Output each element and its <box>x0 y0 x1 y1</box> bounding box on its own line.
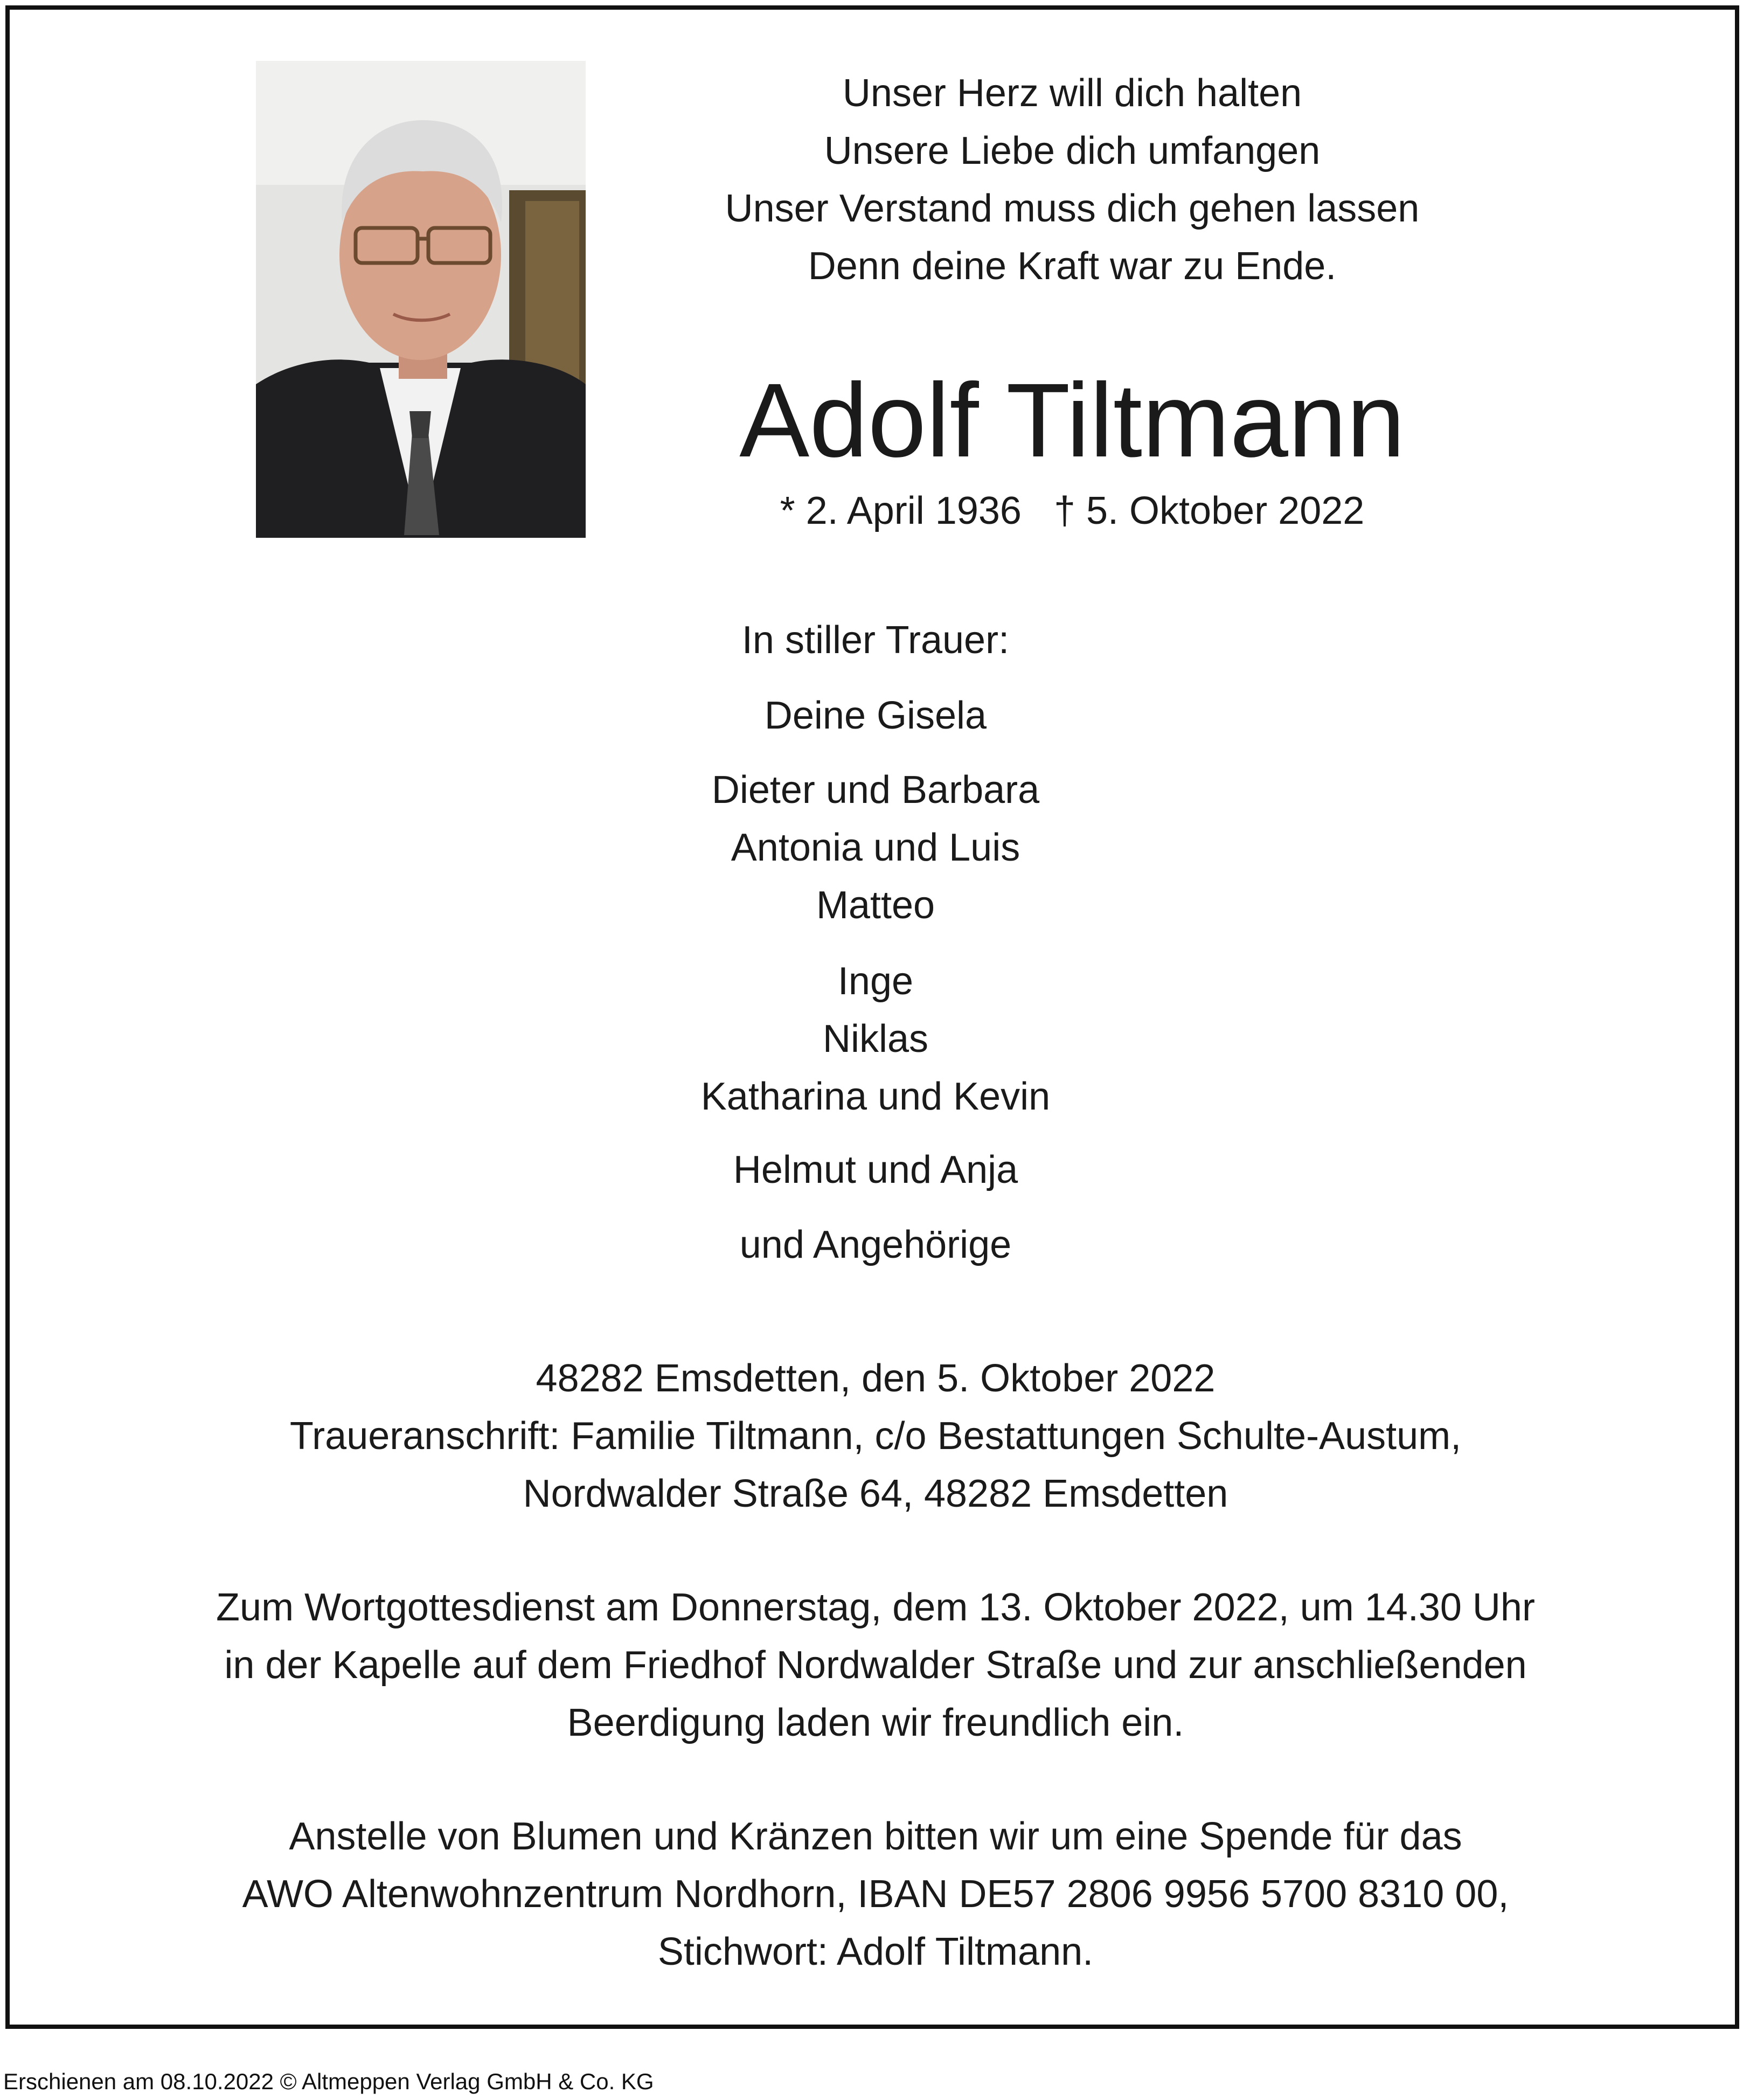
mourner-name: Niklas <box>822 1017 929 1061</box>
deceased-name: Adolf Tiltmann <box>739 362 1405 479</box>
donation-request <box>81 1808 1670 1981</box>
donation-line: Anstelle von Blumen und Kränzen bitten wir um eine Spende für das <box>289 1815 1462 1858</box>
mourner-name: Katharina und Kevin <box>700 1075 1051 1118</box>
poem-line: Unsere Liebe dich umfangen <box>824 129 1321 172</box>
mourner-name: Dieter und Barbara <box>711 768 1040 812</box>
mourning-intro: In stiller Trauer: <box>741 619 1010 662</box>
mourner-group <box>593 953 1158 1126</box>
portrait-illustration <box>256 61 586 538</box>
mourning-address <box>81 1350 1670 1523</box>
mourner-group <box>593 687 1158 745</box>
service-line: in der Kapelle auf dem Friedhof Nordwalder Straße und zur anschließenden <box>224 1644 1527 1687</box>
poem-line: Denn deine Kraft war zu Ende. <box>808 245 1337 288</box>
address-line: Nordwalder Straße 64, 48282 Emsdetten <box>523 1472 1228 1515</box>
address-line: 48282 Emsdetten, den 5. Oktober 2022 <box>536 1357 1216 1400</box>
donation-line: AWO Altenwohnzentrum Nordhorn, IBAN DE57 2806 9956 5700 8310 00, <box>242 1873 1509 1916</box>
mourner-group <box>593 761 1158 934</box>
portrait-photo <box>256 61 586 538</box>
poem-line: Unser Herz will dich halten <box>842 72 1302 115</box>
publication-footer: Erschienen am 08.10.2022 © Altmeppen Verlag GmbH & Co. KG <box>3 2069 654 2094</box>
poem <box>593 65 1552 295</box>
mourner-group <box>593 1141 1158 1199</box>
poem-line: Unser Verstand muss dich gehen lassen <box>725 187 1420 230</box>
mourner-name: Inge <box>837 960 914 1003</box>
mourner-name: Deine Gisela <box>764 694 987 737</box>
mourner-name: und Angehörige <box>739 1223 1012 1266</box>
mourner-name: Matteo <box>816 884 935 927</box>
mourner-group <box>593 1216 1158 1274</box>
mourner-name: Antonia und Luis <box>731 826 1020 869</box>
donation-line: Stichwort: Adolf Tiltmann. <box>657 1930 1094 1973</box>
birth-date: * 2. April 1936 <box>780 489 1022 532</box>
address-line: Traueranschrift: Familie Tiltmann, c/o Bestattungen Schulte-Austum, <box>289 1415 1462 1458</box>
mourner-name: Helmut und Anja <box>733 1148 1018 1191</box>
service-line: Beerdigung laden wir freundlich ein. <box>567 1701 1184 1744</box>
service-line: Zum Wortgottesdienst am Donnerstag, dem 13. Oktober 2022, um 14.30 Uhr <box>216 1586 1535 1629</box>
life-dates <box>593 484 1552 538</box>
service-invitation <box>81 1579 1670 1752</box>
death-date: † 5. Oktober 2022 <box>1053 489 1365 532</box>
